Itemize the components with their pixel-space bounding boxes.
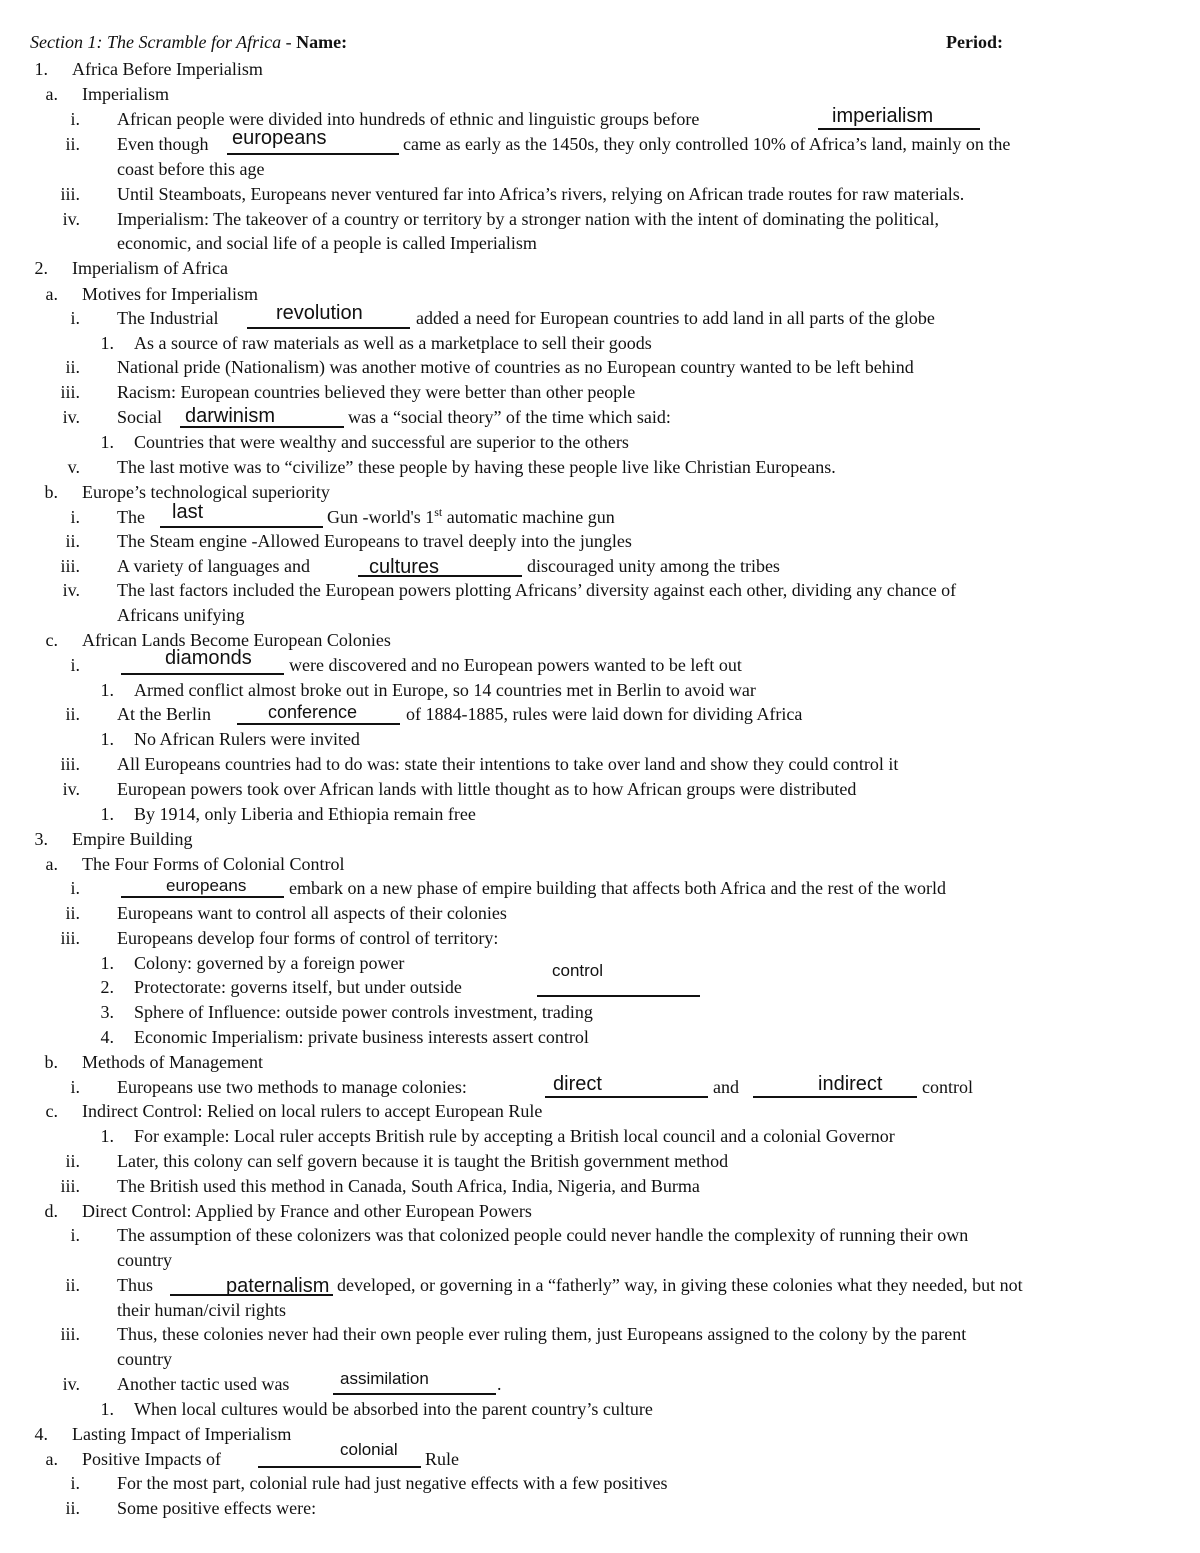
note-line: Social	[117, 407, 162, 427]
subheading-african-lands: African Lands Become European Colonies	[82, 630, 391, 650]
note-line: Europeans want to control all aspects of their colonies	[117, 903, 507, 923]
outline-marker: 4.	[34, 1424, 48, 1444]
note-line-continued: were discovered and no European powers wanted to be left out	[289, 655, 742, 675]
note-line: Economic Imperialism: private business interests assert control	[134, 1027, 589, 1047]
heading-africa-before-imperialism: Africa Before Imperialism	[72, 59, 263, 79]
note-line: coast before this age	[117, 159, 265, 179]
heading-empire-building: Empire Building	[72, 829, 193, 849]
outline-marker: iii.	[60, 1324, 80, 1344]
note-line: European powers took over African lands with little thought as to how African groups were distributed	[117, 779, 857, 799]
answer-darwinism: darwinism	[185, 405, 276, 427]
note-line: Until Steamboats, Europeans never ventured far into Africa’s rivers, relying on African trade routes for raw materials.	[117, 184, 965, 204]
note-line: Africans unifying	[117, 605, 245, 625]
subheading-positive-impacts: Positive Impacts of	[82, 1449, 221, 1469]
outline-marker: d.	[44, 1201, 58, 1221]
outline-marker: 1.	[100, 680, 114, 700]
outline-marker: i.	[70, 308, 80, 328]
note-line: economic, and social life of a people is called Imperialism	[117, 233, 537, 253]
note-line: Thus	[117, 1275, 153, 1295]
outline-marker: 1.	[100, 804, 114, 824]
outline-marker: 1.	[100, 333, 114, 353]
outline-marker: iv.	[62, 779, 80, 799]
answer-diamonds: diamonds	[165, 647, 252, 669]
note-line: African people were divided into hundreds of ethnic and linguistic groups before	[117, 109, 700, 129]
fill-blank	[258, 1466, 421, 1468]
note-line: The assumption of these colonizers was that colonized people could never handle the complexity of running their own	[117, 1225, 969, 1245]
outline-marker: iv.	[62, 407, 80, 427]
outline-marker: 3.	[100, 1002, 114, 1022]
outline-marker: a.	[45, 854, 58, 874]
header: Section 1: The Scramble for Africa - Name:	[30, 32, 348, 52]
fill-blank	[247, 327, 410, 329]
outline-marker: v.	[67, 457, 80, 477]
note-line: country	[117, 1349, 172, 1369]
note-line: Protectorate: governs itself, but under outside	[134, 977, 462, 997]
note-line: Later, this colony can self govern because it is taught the British government method	[117, 1151, 729, 1171]
note-line: At the Berlin	[117, 704, 211, 724]
note-line: A variety of languages and	[117, 556, 310, 576]
outline-marker: ii.	[65, 134, 80, 154]
outline-marker: a.	[45, 1449, 58, 1469]
note-line: Colony: governed by a foreign power	[134, 953, 405, 973]
note-line: For example: Local ruler accepts British rule by accepting a British local council and a colonial Governor	[134, 1126, 895, 1146]
note-line: The Steam engine -Allowed Europeans to travel deeply into the jungles	[117, 531, 632, 551]
outline-marker: i.	[70, 109, 80, 129]
note-line: No African Rulers were invited	[134, 729, 360, 749]
outline-marker: i.	[70, 655, 80, 675]
outline-marker: a.	[45, 284, 58, 304]
note-line-continued: Rule	[425, 1449, 459, 1469]
fill-blank	[121, 673, 284, 675]
heading-imperialism-of-africa: Imperialism of Africa	[72, 258, 228, 278]
subheading-tech-superiority: Europe’s technological superiority	[82, 482, 330, 502]
note-line: country	[117, 1250, 172, 1270]
outline-marker: 1.	[100, 729, 114, 749]
outline-marker: iv.	[62, 209, 80, 229]
fill-blank	[160, 526, 323, 528]
outline-marker: 2.	[100, 977, 114, 997]
subheading-direct-control: Direct Control: Applied by France and other European Powers	[82, 1201, 532, 1221]
note-line-continued: Gun -world's 1st automatic machine gun	[327, 505, 615, 527]
note-line-continued: control	[922, 1077, 973, 1097]
outline-marker: 4.	[100, 1027, 114, 1047]
answer-conference: conference	[268, 702, 358, 722]
outline-marker: 1.	[100, 1126, 114, 1146]
outline-marker: 1.	[34, 59, 48, 79]
answer-paternalism: paternalism	[226, 1275, 330, 1297]
outline-marker: b.	[44, 1052, 58, 1072]
outline-marker: iv.	[62, 580, 80, 600]
answer-imperialism: imperialism	[832, 105, 934, 127]
answer-indirect: indirect	[818, 1073, 883, 1095]
outline-marker: b.	[44, 482, 58, 502]
note-line: Racism: European countries believed they were better than other people	[117, 382, 636, 402]
outline-marker: iii.	[60, 184, 80, 204]
outline-marker: 3.	[34, 829, 48, 849]
answer-control: control	[552, 961, 604, 980]
subheading-indirect-control: Indirect Control: Relied on local rulers to accept European Rule	[82, 1101, 543, 1121]
outline-marker: i.	[70, 1473, 80, 1493]
worksheet-title: Section 1: The Scramble for Africa	[30, 32, 282, 52]
note-line: All Europeans countries had to do was: state their intentions to take over land and show they could control it	[117, 754, 899, 774]
name-label: Name:	[296, 32, 348, 52]
outline-marker: ii.	[65, 1275, 80, 1295]
note-line: their human/civil rights	[117, 1300, 286, 1320]
outline-marker: iii.	[60, 754, 80, 774]
note-line: The British used this method in Canada, South Africa, India, Nigeria, and Burma	[117, 1176, 700, 1196]
note-line: Imperialism: The takeover of a country or territory by a stronger nation with the intent of dominating the political,	[117, 209, 939, 229]
answer-europeans: europeans	[166, 876, 247, 895]
subheading-motives: Motives for Imperialism	[82, 284, 258, 304]
fill-blank	[753, 1096, 917, 1098]
outline-marker: 1.	[100, 432, 114, 452]
outline-marker: i.	[70, 1077, 80, 1097]
outline-marker: ii.	[65, 357, 80, 377]
note-line: By 1914, only Liberia and Ethiopia remain free	[134, 804, 476, 824]
note-line: Europeans develop four forms of control of territory:	[117, 928, 499, 948]
outline-marker: iii.	[60, 928, 80, 948]
answer-direct: direct	[553, 1073, 602, 1095]
fill-blank	[537, 995, 700, 997]
outline-marker: 2.	[34, 258, 48, 278]
outline-marker: c.	[45, 630, 58, 650]
subheading-methods: Methods of Management	[82, 1052, 263, 1072]
note-line-continued: came as early as the 1450s, they only controlled 10% of Africa’s land, mainly on the	[403, 134, 1011, 154]
fill-blank	[237, 723, 400, 725]
heading-lasting-impact: Lasting Impact of Imperialism	[72, 1424, 292, 1444]
note-line-continued: was a “social theory” of the time which said:	[348, 407, 671, 427]
subheading-imperialism: Imperialism	[82, 84, 169, 104]
note-line: Sphere of Influence: outside power controls investment, trading	[134, 1002, 593, 1022]
outline-marker: a.	[45, 84, 58, 104]
outline-marker: i.	[70, 878, 80, 898]
note-line-continued: and	[713, 1077, 739, 1097]
outline-marker: ii.	[65, 704, 80, 724]
note-line-continued: discouraged unity among the tribes	[527, 556, 780, 576]
outline-marker: c.	[45, 1101, 58, 1121]
note-line: Countries that were wealthy and successful are superior to the others	[134, 432, 629, 452]
note-line: Another tactic used was	[117, 1374, 290, 1394]
note-line: When local cultures would be absorbed into the parent country’s culture	[134, 1399, 653, 1419]
note-line: The last motive was to “civilize” these people by having these people live like Christian Europeans.	[117, 457, 836, 477]
note-line-continued: of 1884-1885, rules were laid down for dividing Africa	[406, 704, 803, 724]
note-line: The Industrial	[117, 308, 219, 328]
note-line: National pride (Nationalism) was another motive of countries as no European country wanted to be left behind	[117, 357, 914, 377]
period-label: Period:	[946, 32, 1003, 52]
fill-blank	[333, 1393, 496, 1395]
fill-blank	[545, 1096, 708, 1098]
outline-marker: iii.	[60, 1176, 80, 1196]
outline-marker: iv.	[62, 1374, 80, 1394]
note-line: The last factors included the European powers plotting Africans’ diversity against each other, dividing any chance of	[117, 580, 957, 600]
note-line: The	[117, 507, 145, 527]
answer-cultures: cultures	[369, 556, 440, 578]
note-line-continued: added a need for European countries to add land in all parts of the globe	[416, 308, 935, 328]
note-line-continued: .	[497, 1374, 502, 1394]
note-line: Thus, these colonies never had their own people ever ruling them, just Europeans assigned to the colony by the parent	[117, 1324, 967, 1344]
note-line: For the most part, colonial rule had just negative effects with a few positives	[117, 1473, 668, 1493]
note-line: Some positive effects were:	[117, 1498, 317, 1518]
outline-marker: 1.	[100, 953, 114, 973]
answer-last: last	[172, 501, 204, 523]
answer-europeans: europeans	[232, 127, 327, 149]
note-line: Even though	[117, 134, 209, 154]
outline-marker: ii.	[65, 531, 80, 551]
note-line: As a source of raw materials as well as a marketplace to sell their goods	[134, 333, 652, 353]
outline-marker: 1.	[100, 1399, 114, 1419]
fill-blank	[121, 896, 284, 898]
outline-marker: ii.	[65, 1151, 80, 1171]
note-line: Europeans use two methods to manage colonies:	[117, 1077, 467, 1097]
outline-marker: ii.	[65, 903, 80, 923]
answer-assimilation: assimilation	[340, 1369, 429, 1388]
note-line-continued: developed, or governing in a “fatherly” way, in giving these colonies what they needed, but not	[337, 1275, 1023, 1295]
fill-blank	[818, 128, 980, 130]
outline-marker: i.	[70, 507, 80, 527]
outline-marker: ii.	[65, 1498, 80, 1518]
fill-blank	[227, 153, 399, 155]
answer-revolution: revolution	[276, 302, 363, 324]
note-line-continued: embark on a new phase of empire building that affects both Africa and the rest of the world	[289, 878, 946, 898]
subheading-four-forms: The Four Forms of Colonial Control	[82, 854, 345, 874]
note-line: Armed conflict almost broke out in Europe, so 14 countries met in Berlin to avoid war	[134, 680, 756, 700]
answer-colonial: colonial	[340, 1440, 398, 1459]
outline-marker: iii.	[60, 382, 80, 402]
outline-marker: i.	[70, 1225, 80, 1245]
outline-marker: iii.	[60, 556, 80, 576]
